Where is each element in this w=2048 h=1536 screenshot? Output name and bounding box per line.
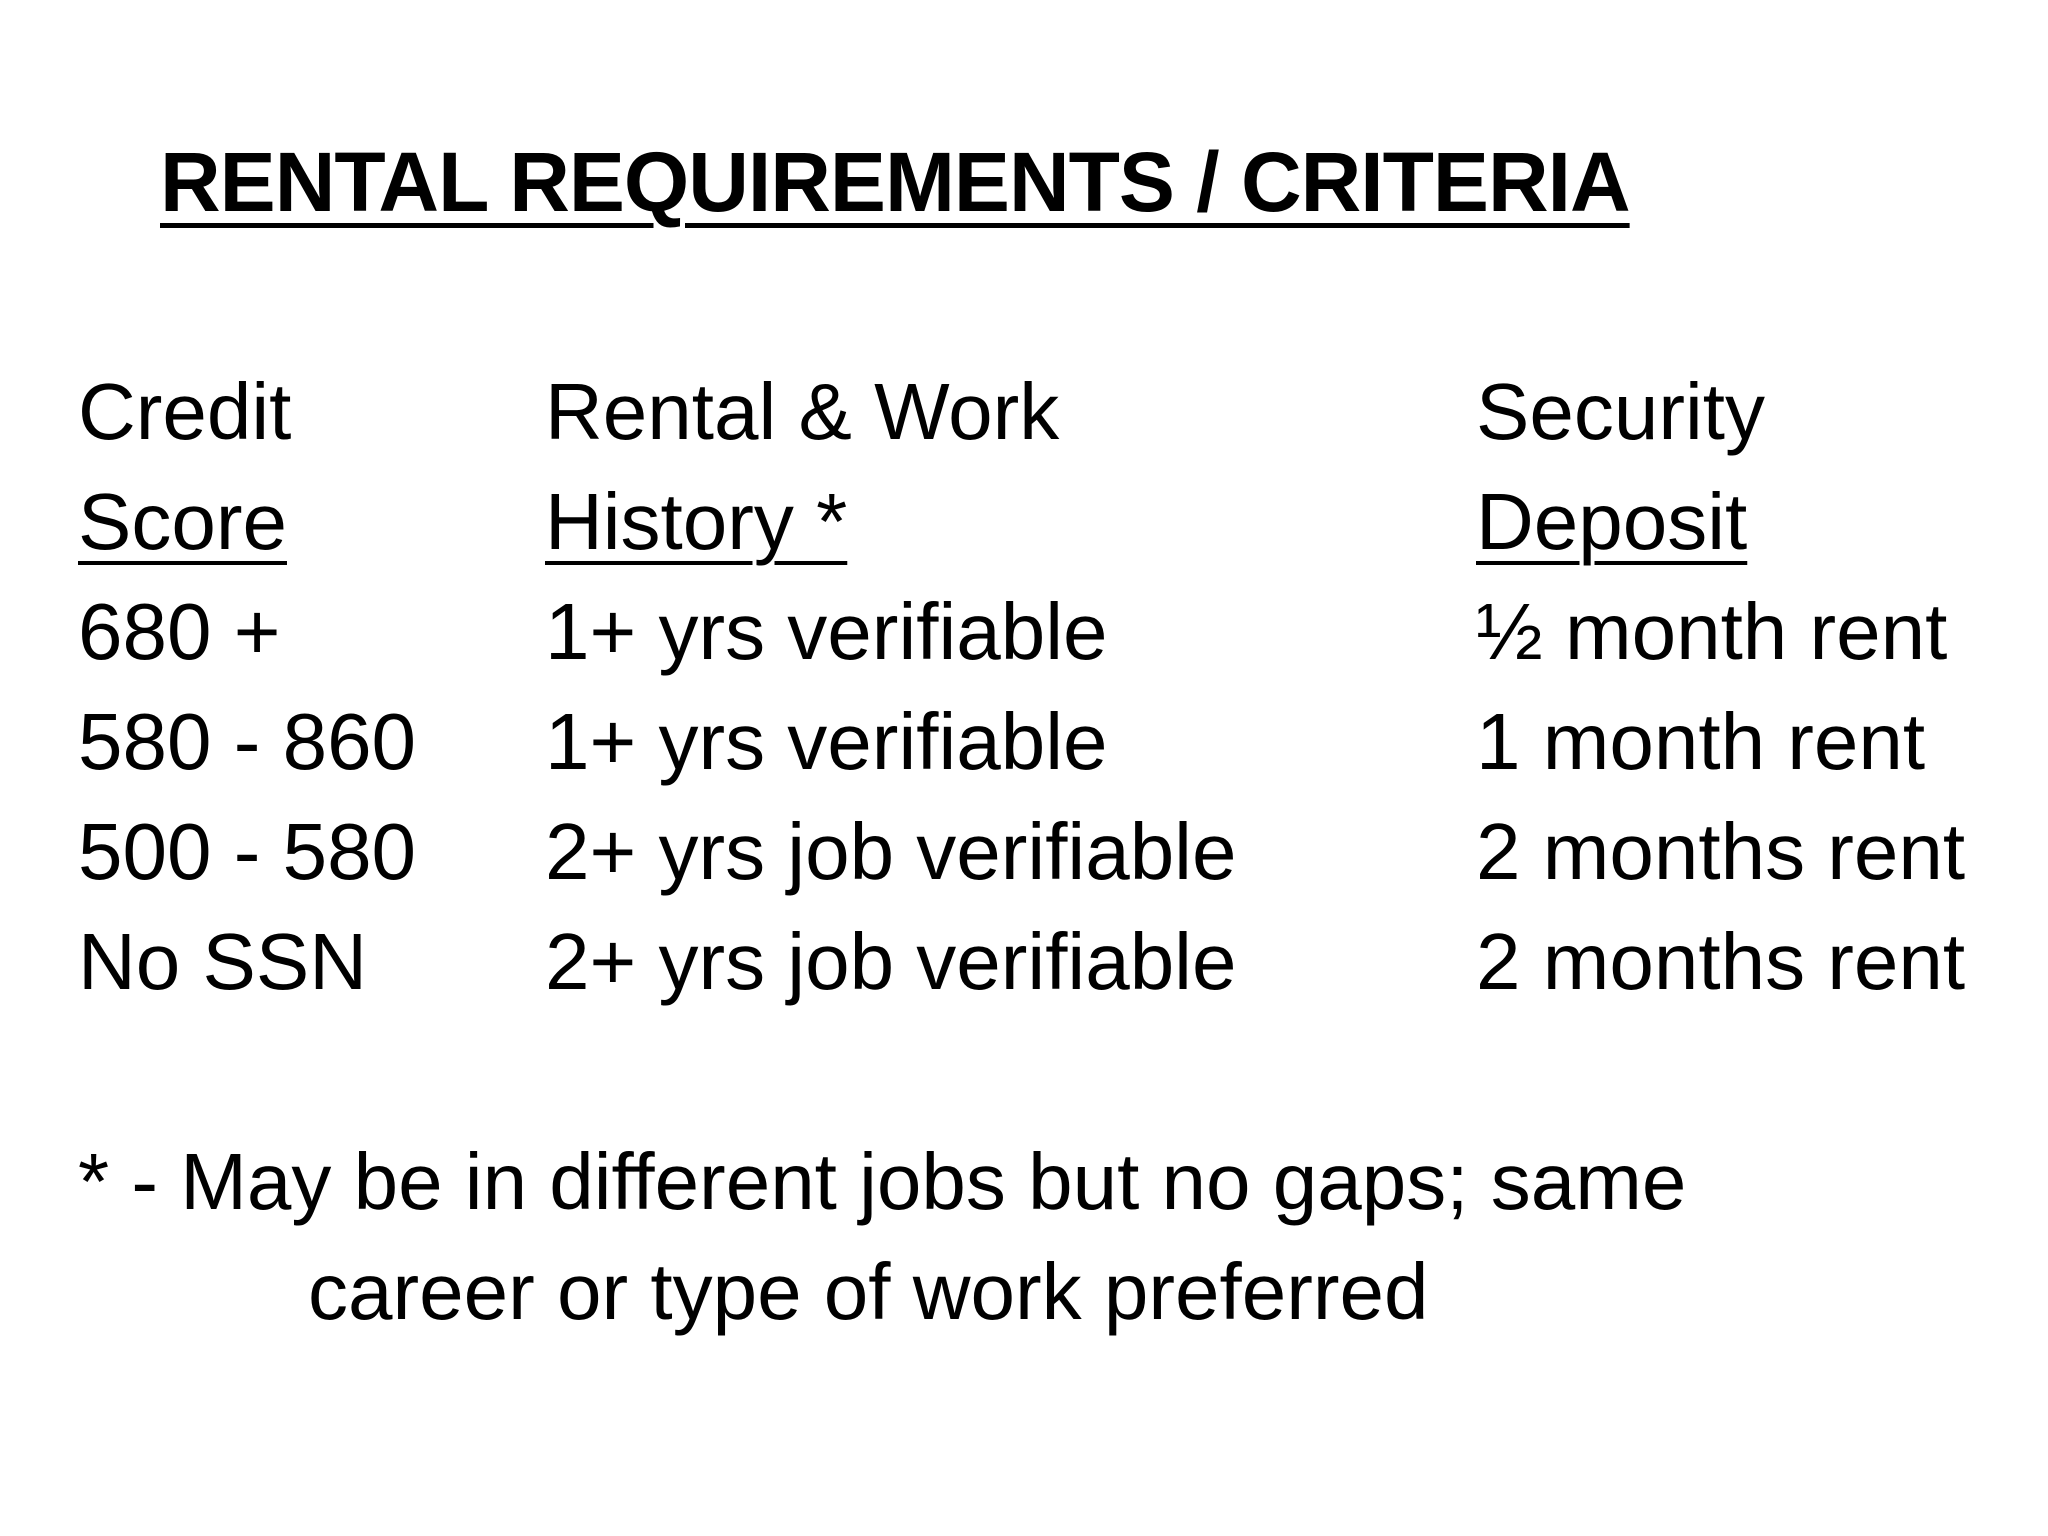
- history-cell: 1+ yrs verifiable: [545, 587, 1108, 676]
- header-history-line2: History *: [545, 477, 848, 566]
- deposit-cell: 1 month rent: [1476, 697, 1926, 786]
- deposit-cell: 2 months rent: [1476, 807, 1966, 896]
- header-history-line1: Rental & Work: [545, 367, 1060, 456]
- credit-score-cell: No SSN: [78, 917, 367, 1006]
- header-credit-line2: Score: [78, 477, 287, 566]
- history-cell: 2+ yrs job verifiable: [545, 917, 1237, 1006]
- deposit-cell: 2 months rent: [1476, 917, 1966, 1006]
- header-deposit-line2: Deposit: [1476, 477, 1748, 566]
- deposit-cell: ½ month rent: [1476, 587, 1948, 676]
- history-cell: 2+ yrs job verifiable: [545, 807, 1237, 896]
- header-credit-line1: Credit: [78, 367, 292, 456]
- history-cell: 1+ yrs verifiable: [545, 697, 1108, 786]
- footnote-line1: * - May be in different jobs but no gaps; same: [78, 1137, 1687, 1226]
- credit-score-cell: 580 - 860: [78, 697, 417, 786]
- page-title: RENTAL REQUIREMENTS / CRITERIA: [160, 135, 1630, 229]
- credit-score-cell: 680 +: [78, 587, 281, 676]
- credit-score-cell: 500 - 580: [78, 807, 417, 896]
- header-deposit-line1: Security: [1476, 367, 1765, 456]
- footnote-line2: career or type of work preferred: [308, 1247, 1429, 1336]
